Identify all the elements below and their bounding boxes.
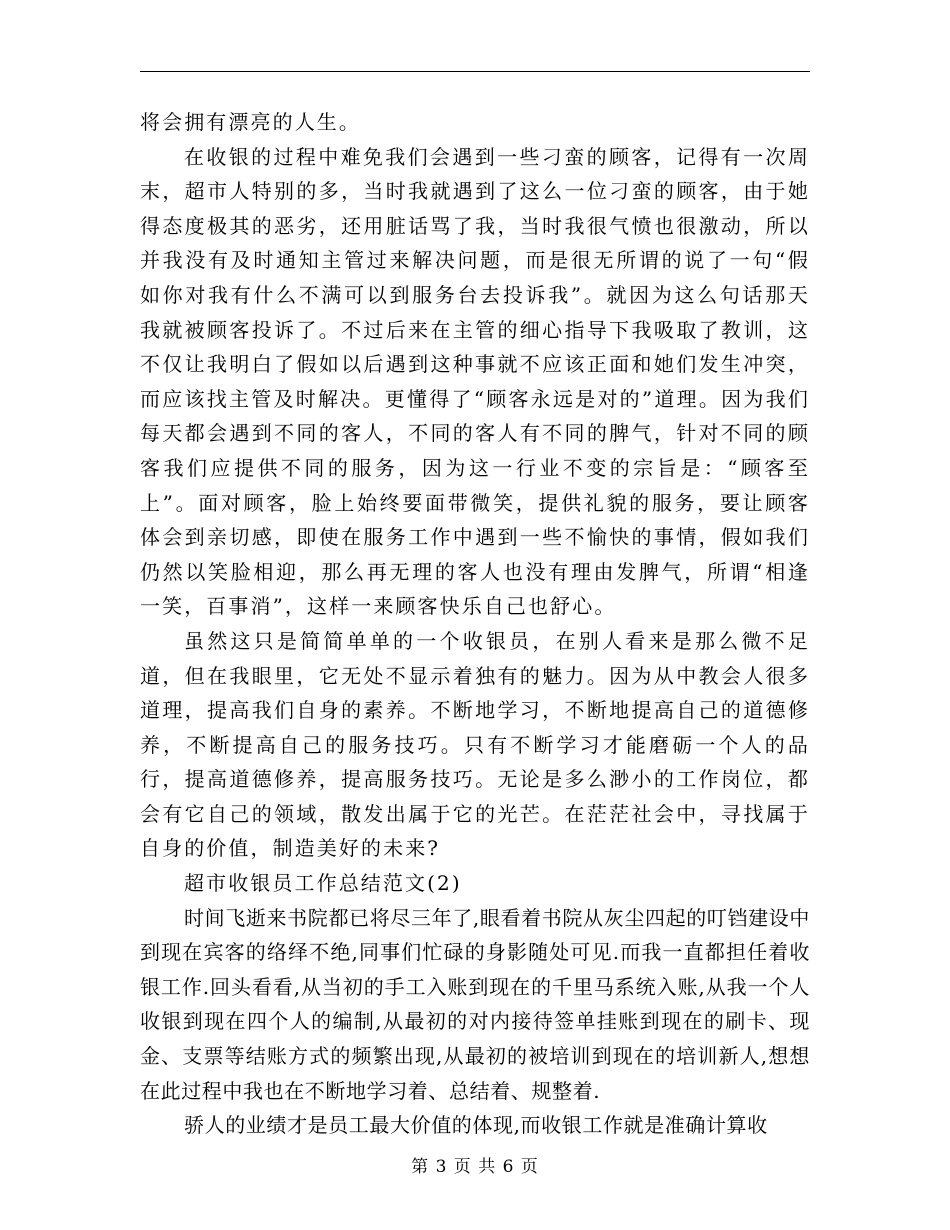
paragraph-rude-customer: 在收银的过程中难免我们会遇到一些刁蛮的顾客，记得有一次周末，超市人特别的多，当时我就遇到了这么一位刁蛮的顾客，由于她得态度极其的恶劣，还用脏话骂了我，当时我很气愤也很激动，所以并我没有及时通知主管过来解决问题，而是很无所谓的说了一句“假如你对我有什么不满可以到服务台去投诉我”。就因为这么句话那天我就被顾客投诉了。不过后来在主管的细心指导下我吸取了教训，这不仅让我明白了假如以后遇到这种事就不应该正面和她们发生冲突，而应该找主管及时解决。更懂得了“顾客永远是对的”道理。因为我们每天都会遇到不同的客人，不同的客人有不同的脾气，针对不同的顾客我们应提供不同的服务，因为这一行业不变的宗旨是：“顾客至上”。面对顾客，脸上始终要面带微笑，提供礼貌的服务，要让顾客体会到亲切感，即使在服务工作中遇到一些不愉快的事情，假如我们仍然以笑脸相迎，那么再无理的客人也没有理由发脾气，所谓“相逢一笑，百事消”，这样一来顾客快乐自己也舒心。 xyxy=(140,144,810,619)
section-heading: 超市收银员工作总结范文(2) xyxy=(184,871,462,896)
paragraph-three-years: 时间飞逝来书院都已将尽三年了,眼看着书院从灰尘四起的叮铛建设中到现在宾客的络绎不绝,同事们忙碌的身影随处可见.而我一直都担任着收银工作.回头看看,从当初的手工入账到现在的千里马系统入账,从我一个人收银到现在四个人的编制,从最初的对内接待签单挂账到现在的刷卡、现金、支票等结账方式的频繁出现,从最初的被培训到现在的培训新人,想想在此过程中我也在不断地学习着、总结着、规整着. xyxy=(140,905,810,1103)
paragraph-cashier-value: 虽然这只是简简单单的一个收银员，在别人看来是那么微不足道，但在我眼里，它无处不显示着独有的魅力。因为从中教会人很多道理，提高我们自身的素养。不断地学习，不断地提高自己的道德修养，不断提高自己的服务技巧。只有不断学习才能磨砺一个人的品行，提高道德修养，提高服务技巧。无论是多么渺小的工作岗位，都会有它自己的领域，散发出属于它的光芒。在茫茫社会中，寻找属于自身的价值，制造美好的未来? xyxy=(140,628,810,861)
paragraph-continuation: 将会拥有漂亮的人生。 xyxy=(140,110,361,134)
header-rule xyxy=(140,71,810,72)
document-body xyxy=(140,105,810,1143)
paragraph-performance: 骄人的业绩才是员工最大价值的体现,而收银工作就是准确计算收 xyxy=(184,1113,768,1138)
page-footer: 第 3 页 共 6 页 xyxy=(411,1157,539,1177)
